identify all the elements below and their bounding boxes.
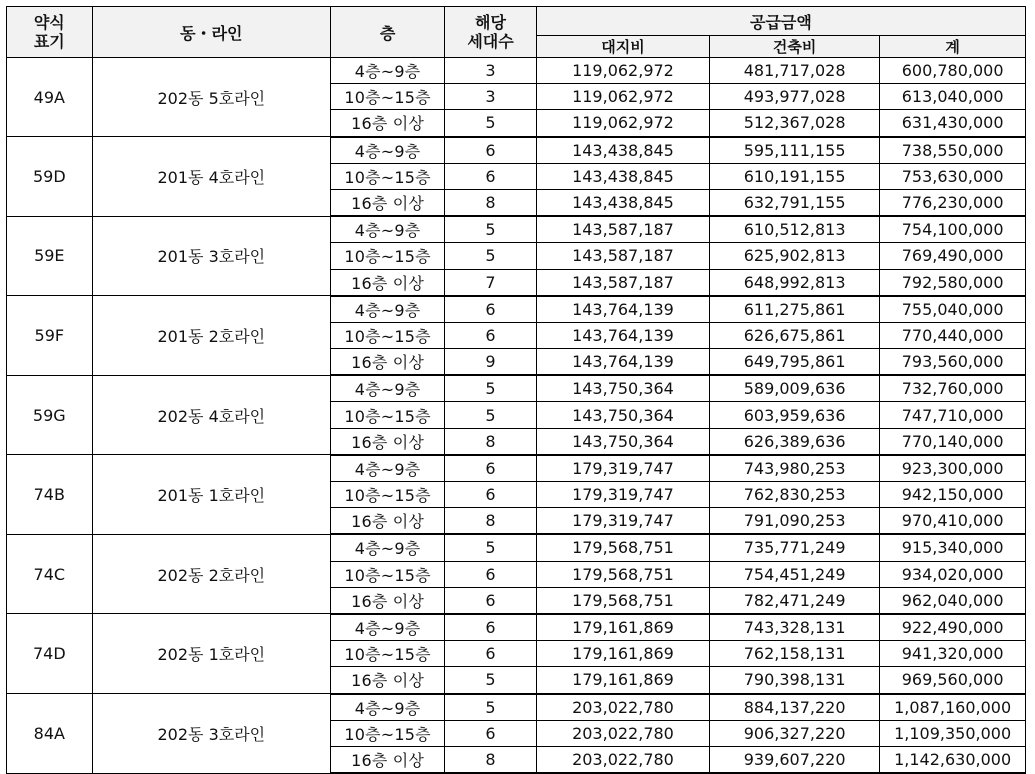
land-price-cell: 143,587,187 <box>536 243 709 269</box>
floor-cell: 10층~15층 <box>331 243 445 269</box>
floor-cell: 4층~9층 <box>331 614 445 641</box>
floor-cell: 16층 이상 <box>331 508 445 535</box>
building-price-cell: 762,830,253 <box>710 482 880 508</box>
table-header <box>7 7 1026 58</box>
building-price-cell: 481,717,028 <box>710 58 880 84</box>
total-price-cell: 941,320,000 <box>880 641 1026 667</box>
units-cell: 6 <box>445 720 537 746</box>
floor-cell: 10층~15층 <box>331 561 445 587</box>
land-price-cell: 143,764,139 <box>536 349 709 376</box>
supply-price-table <box>6 6 1026 774</box>
units-cell: 6 <box>445 561 537 587</box>
units-cell: 5 <box>445 534 537 561</box>
total-price-cell: 738,550,000 <box>880 137 1026 164</box>
total-price-cell: 769,490,000 <box>880 243 1026 269</box>
building-price-cell: 625,902,813 <box>710 243 880 269</box>
building-price-cell: 610,191,155 <box>710 163 880 189</box>
floor-cell: 4층~9층 <box>331 137 445 164</box>
total-price-cell: 969,560,000 <box>880 667 1026 694</box>
line-cell: 202동 1호라인 <box>92 614 330 694</box>
land-price-cell: 143,750,364 <box>536 402 709 428</box>
building-price-cell: 603,959,636 <box>710 402 880 428</box>
table-row <box>7 137 1026 164</box>
line-cell: 202동 2호라인 <box>92 534 330 614</box>
units-cell: 5 <box>445 667 537 694</box>
building-price-cell: 626,675,861 <box>710 322 880 348</box>
total-price-cell: 922,490,000 <box>880 614 1026 641</box>
total-price-cell: 776,230,000 <box>880 189 1026 216</box>
building-price-cell: 906,327,220 <box>710 720 880 746</box>
total-price-cell: 962,040,000 <box>880 587 1026 614</box>
total-price-cell: 1,142,630,000 <box>880 746 1026 773</box>
floor-cell: 4층~9층 <box>331 694 445 721</box>
line-cell: 201동 4호라인 <box>92 137 330 217</box>
total-price-cell: 793,560,000 <box>880 349 1026 376</box>
floor-cell: 4층~9층 <box>331 375 445 402</box>
units-cell: 8 <box>445 746 537 773</box>
building-price-cell: 626,389,636 <box>710 428 880 455</box>
land-price-cell: 119,062,972 <box>536 110 709 137</box>
land-price-cell: 143,750,364 <box>536 375 709 402</box>
floor-cell: 10층~15층 <box>331 163 445 189</box>
building-price-cell: 791,090,253 <box>710 508 880 535</box>
land-price-cell: 143,764,139 <box>536 322 709 348</box>
building-price-cell: 939,607,220 <box>710 746 880 773</box>
land-price-cell: 179,161,869 <box>536 667 709 694</box>
land-price-cell: 203,022,780 <box>536 694 709 721</box>
building-price-cell: 610,512,813 <box>710 216 880 243</box>
land-price-cell: 143,587,187 <box>536 269 709 296</box>
units-cell: 6 <box>445 296 537 323</box>
total-price-cell: 753,630,000 <box>880 163 1026 189</box>
type-cell: 74C <box>7 534 93 614</box>
total-price-cell: 754,100,000 <box>880 216 1026 243</box>
header-type: 약식 표기 <box>7 7 93 58</box>
units-cell: 6 <box>445 482 537 508</box>
building-price-cell: 743,980,253 <box>710 455 880 482</box>
line-cell: 202동 3호라인 <box>92 694 330 774</box>
floor-cell: 16층 이상 <box>331 428 445 455</box>
line-cell: 201동 3호라인 <box>92 216 330 296</box>
total-price-cell: 770,440,000 <box>880 322 1026 348</box>
units-cell: 5 <box>445 694 537 721</box>
floor-cell: 10층~15층 <box>331 402 445 428</box>
floor-cell: 4층~9층 <box>331 534 445 561</box>
building-price-cell: 648,992,813 <box>710 269 880 296</box>
building-price-cell: 790,398,131 <box>710 667 880 694</box>
table-row <box>7 455 1026 482</box>
units-cell: 8 <box>445 428 537 455</box>
units-cell: 9 <box>445 349 537 376</box>
total-price-cell: 613,040,000 <box>880 84 1026 110</box>
land-price-cell: 179,568,751 <box>536 561 709 587</box>
units-cell: 5 <box>445 216 537 243</box>
building-price-cell: 735,771,249 <box>710 534 880 561</box>
building-price-cell: 649,795,861 <box>710 349 880 376</box>
table-row <box>7 375 1026 402</box>
floor-cell: 16층 이상 <box>331 587 445 614</box>
building-price-cell: 493,977,028 <box>710 84 880 110</box>
type-cell: 74D <box>7 614 93 694</box>
building-price-cell: 884,137,220 <box>710 694 880 721</box>
building-price-cell: 512,367,028 <box>710 110 880 137</box>
units-cell: 5 <box>445 375 537 402</box>
line-cell: 201동 2호라인 <box>92 296 330 376</box>
table-row <box>7 58 1026 84</box>
land-price-cell: 143,438,845 <box>536 137 709 164</box>
floor-cell: 4층~9층 <box>331 58 445 84</box>
floor-cell: 10층~15층 <box>331 322 445 348</box>
units-cell: 6 <box>445 455 537 482</box>
table-body <box>7 58 1026 774</box>
total-price-cell: 942,150,000 <box>880 482 1026 508</box>
total-price-cell: 755,040,000 <box>880 296 1026 323</box>
total-price-cell: 600,780,000 <box>880 58 1026 84</box>
header-units: 해당 세대수 <box>445 7 537 58</box>
land-price-cell: 119,062,972 <box>536 58 709 84</box>
land-price-cell: 143,587,187 <box>536 216 709 243</box>
land-price-cell: 179,568,751 <box>536 534 709 561</box>
floor-cell: 10층~15층 <box>331 720 445 746</box>
land-price-cell: 179,161,869 <box>536 641 709 667</box>
units-cell: 6 <box>445 641 537 667</box>
floor-cell: 10층~15층 <box>331 641 445 667</box>
floor-cell: 4층~9층 <box>331 296 445 323</box>
land-price-cell: 143,764,139 <box>536 296 709 323</box>
building-price-cell: 589,009,636 <box>710 375 880 402</box>
floor-cell: 10층~15층 <box>331 84 445 110</box>
line-cell: 202동 4호라인 <box>92 375 330 455</box>
type-cell: 59F <box>7 296 93 376</box>
land-price-cell: 143,750,364 <box>536 428 709 455</box>
units-cell: 8 <box>445 189 537 216</box>
floor-cell: 4층~9층 <box>331 455 445 482</box>
floor-cell: 16층 이상 <box>331 189 445 216</box>
land-price-cell: 179,161,869 <box>536 614 709 641</box>
header-total: 계 <box>880 36 1026 58</box>
header-floor: 층 <box>331 7 445 58</box>
total-price-cell: 1,109,350,000 <box>880 720 1026 746</box>
floor-cell: 16층 이상 <box>331 667 445 694</box>
units-cell: 3 <box>445 84 537 110</box>
total-price-cell: 631,430,000 <box>880 110 1026 137</box>
type-cell: 59G <box>7 375 93 455</box>
floor-cell: 16층 이상 <box>331 746 445 773</box>
total-price-cell: 747,710,000 <box>880 402 1026 428</box>
header-building: 건축비 <box>710 36 880 58</box>
land-price-cell: 143,438,845 <box>536 189 709 216</box>
type-cell: 84A <box>7 694 93 774</box>
total-price-cell: 1,087,160,000 <box>880 694 1026 721</box>
header-price-group: 공급금액 <box>536 7 1025 36</box>
floor-cell: 16층 이상 <box>331 110 445 137</box>
units-cell: 6 <box>445 322 537 348</box>
units-cell: 6 <box>445 163 537 189</box>
table-row <box>7 694 1026 721</box>
building-price-cell: 595,111,155 <box>710 137 880 164</box>
land-price-cell: 179,319,747 <box>536 455 709 482</box>
total-price-cell: 732,760,000 <box>880 375 1026 402</box>
total-price-cell: 970,410,000 <box>880 508 1026 535</box>
land-price-cell: 203,022,780 <box>536 720 709 746</box>
land-price-cell: 179,319,747 <box>536 482 709 508</box>
units-cell: 5 <box>445 402 537 428</box>
total-price-cell: 770,140,000 <box>880 428 1026 455</box>
units-cell: 6 <box>445 587 537 614</box>
total-price-cell: 915,340,000 <box>880 534 1026 561</box>
total-price-cell: 792,580,000 <box>880 269 1026 296</box>
table-row <box>7 296 1026 323</box>
table-row <box>7 216 1026 243</box>
units-cell: 8 <box>445 508 537 535</box>
floor-cell: 16층 이상 <box>331 349 445 376</box>
header-land: 대지비 <box>536 36 709 58</box>
table-row <box>7 534 1026 561</box>
land-price-cell: 119,062,972 <box>536 84 709 110</box>
units-cell: 6 <box>445 137 537 164</box>
type-cell: 59E <box>7 216 93 296</box>
building-price-cell: 762,158,131 <box>710 641 880 667</box>
land-price-cell: 179,568,751 <box>536 587 709 614</box>
floor-cell: 10층~15층 <box>331 482 445 508</box>
units-cell: 3 <box>445 58 537 84</box>
units-cell: 7 <box>445 269 537 296</box>
land-price-cell: 203,022,780 <box>536 746 709 773</box>
type-cell: 74B <box>7 455 93 535</box>
floor-cell: 4층~9층 <box>331 216 445 243</box>
type-cell: 59D <box>7 137 93 217</box>
line-cell: 202동 5호라인 <box>92 58 330 137</box>
building-price-cell: 743,328,131 <box>710 614 880 641</box>
header-line: 동・라인 <box>92 7 330 58</box>
type-cell: 49A <box>7 58 93 137</box>
units-cell: 6 <box>445 614 537 641</box>
building-price-cell: 611,275,861 <box>710 296 880 323</box>
line-cell: 201동 1호라인 <box>92 455 330 535</box>
table-row <box>7 614 1026 641</box>
units-cell: 5 <box>445 110 537 137</box>
land-price-cell: 179,319,747 <box>536 508 709 535</box>
total-price-cell: 934,020,000 <box>880 561 1026 587</box>
total-price-cell: 923,300,000 <box>880 455 1026 482</box>
land-price-cell: 143,438,845 <box>536 163 709 189</box>
floor-cell: 16층 이상 <box>331 269 445 296</box>
units-cell: 5 <box>445 243 537 269</box>
building-price-cell: 754,451,249 <box>710 561 880 587</box>
building-price-cell: 782,471,249 <box>710 587 880 614</box>
building-price-cell: 632,791,155 <box>710 189 880 216</box>
